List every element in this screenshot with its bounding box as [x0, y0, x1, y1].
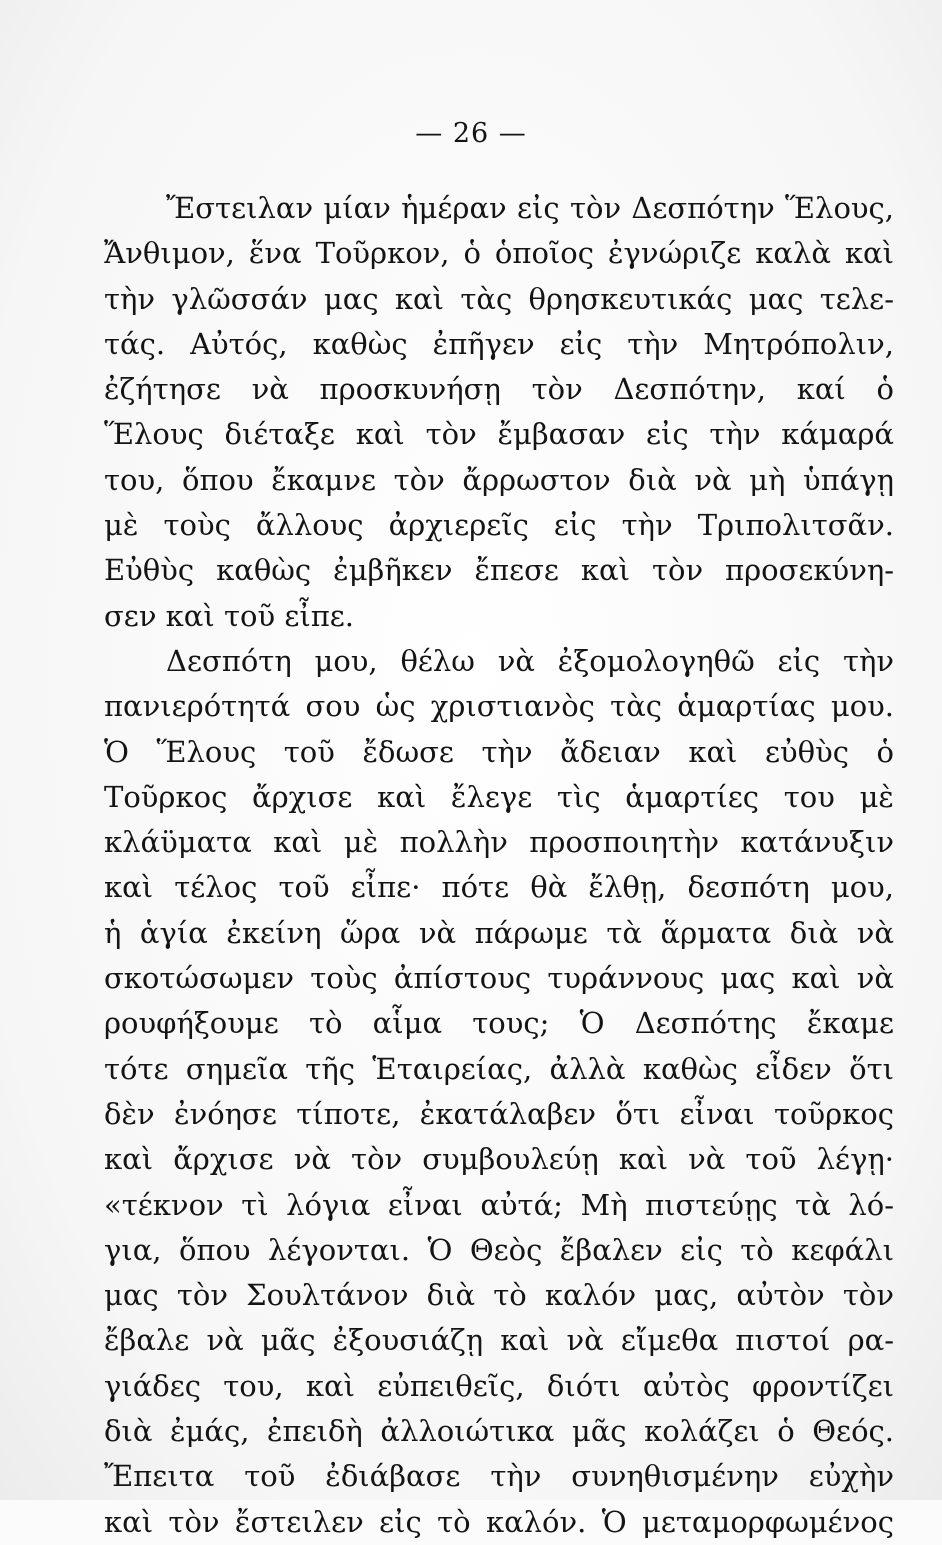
text-line: Ἕλους διέταξε καὶ τὸν ἔμβασαν εἰς τὴν κάμαρά	[104, 417, 894, 452]
text-line: καὶ τὸν ἔστειλεν εἰς τὸ καλόν. Ὁ μεταμορφωμένος	[104, 1504, 894, 1539]
text-line: σκοτώσωμεν τοὺς ἀπίστους τυράννους μας καὶ νὰ	[104, 961, 894, 996]
text-line: Ἔπειτα τοῦ ἐδιάβασε τὴν συνηθισμένην εὐχὴν	[104, 1459, 894, 1494]
text-line: ρουφήξουμε τὸ αἷμα τους; Ὁ Δεσπότης ἔκαμε	[104, 1006, 894, 1041]
text-line: πανιερότητά σου ὡς χριστιανὸς τὰς ἁμαρτίας μου.	[104, 689, 894, 724]
text-line: γιάδες του, καὶ εὐπειθεῖς, διότι αὐτὸς φροντίζει	[104, 1368, 894, 1403]
text-line: καὶ ἄρχισε νὰ τὸν συμβουλεύῃ καὶ νὰ τοῦ λέγῃ·	[104, 1142, 894, 1177]
text-line: ἡ ἁγία ἐκείνη ὥρα νὰ πάρωμε τὰ ἅρματα διὰ νὰ	[104, 915, 894, 950]
text-line: διὰ ἐμάς, ἐπειδὴ ἀλλοιώτικα μᾶς κολάζει ὁ Θεός.	[104, 1414, 894, 1449]
text-line: μας τὸν Σουλτάνον διὰ τὸ καλόν μας, αὐτὸν τὸν	[104, 1278, 894, 1313]
text-line: σεν καὶ τοῦ εἶπε.	[104, 598, 355, 633]
body-text	[104, 186, 894, 1545]
text-line: ἐζήτησε νὰ προσκυνήσῃ τὸν Δεσπότην, καί ὁ	[104, 372, 894, 407]
text-line: μὲ τοὺς ἄλλους ἀρχιερεῖς εἰς τὴν Τριπολιτσᾶν.	[104, 508, 894, 543]
text-line: Εὐθὺς καθὼς ἐμβῆκεν ἔπεσε καὶ τὸν προσεκύνη-	[104, 553, 894, 588]
text-line: τότε σημεῖα τῆς Ἑταιρείας, ἀλλὰ καθὼς εἶδεν ὅτι	[104, 1051, 894, 1086]
text-line: για, ὅπου λέγονται. Ὁ Θεὸς ἔβαλεν εἰς τὸ κεφάλι	[104, 1232, 894, 1267]
text-line: καὶ τέλος τοῦ εἶπε· πότε θὰ ἔλθῃ, δεσπότη μου,	[104, 870, 894, 905]
text-line: του, ὅπου ἔκαμνε τὸν ἄρρωστον διὰ νὰ μὴ ὑπάγῃ	[104, 462, 894, 497]
page-number: — 26 —	[415, 118, 527, 149]
text-line: κλάϋματα καὶ μὲ πολλὴν προσποιητὴν κατάνυξιν	[104, 825, 894, 860]
text-line: Ἄνθιμον, ἕνα Τοῦρκον, ὁ ὁποῖος ἐγνώριζε καλὰ καὶ	[104, 236, 894, 271]
text-line: τάς. Αὐτός, καθὼς ἐπῆγεν εἰς τὴν Μητρόπολιν,	[104, 326, 894, 361]
text-line: δὲν ἐνόησε τίποτε, ἐκατάλαβεν ὅτι εἶναι τοῦρκος	[104, 1096, 894, 1131]
text-line: «τέκνον τὶ λόγια εἶναι αὐτά; Μὴ πιστεύῃς τὰ λό-	[104, 1187, 894, 1222]
text-line: Ὁ Ἕλους τοῦ ἔδωσε τὴν ἄδειαν καὶ εὐθὺς ὁ	[104, 734, 894, 769]
text-line: ἔβαλε νὰ μᾶς ἐξουσιάζῃ καὶ νὰ εἴμεθα πιστοί ρα-	[104, 1323, 894, 1358]
text-line: τὴν γλῶσσάν μας καὶ τὰς θρησκευτικάς μας τελε-	[104, 281, 894, 316]
text-line: Δεσπότη μου, θέλω νὰ ἐξομολογηθῶ εἰς τὴν	[166, 643, 894, 678]
text-line: Ἔστειλαν μίαν ἡμέραν εἰς τὸν Δεσπότην Ἕλους,	[166, 191, 894, 225]
text-line: Τοῦρκος ἄρχισε καὶ ἔλεγε τὶς ἁμαρτίες του μὲ	[104, 779, 894, 814]
